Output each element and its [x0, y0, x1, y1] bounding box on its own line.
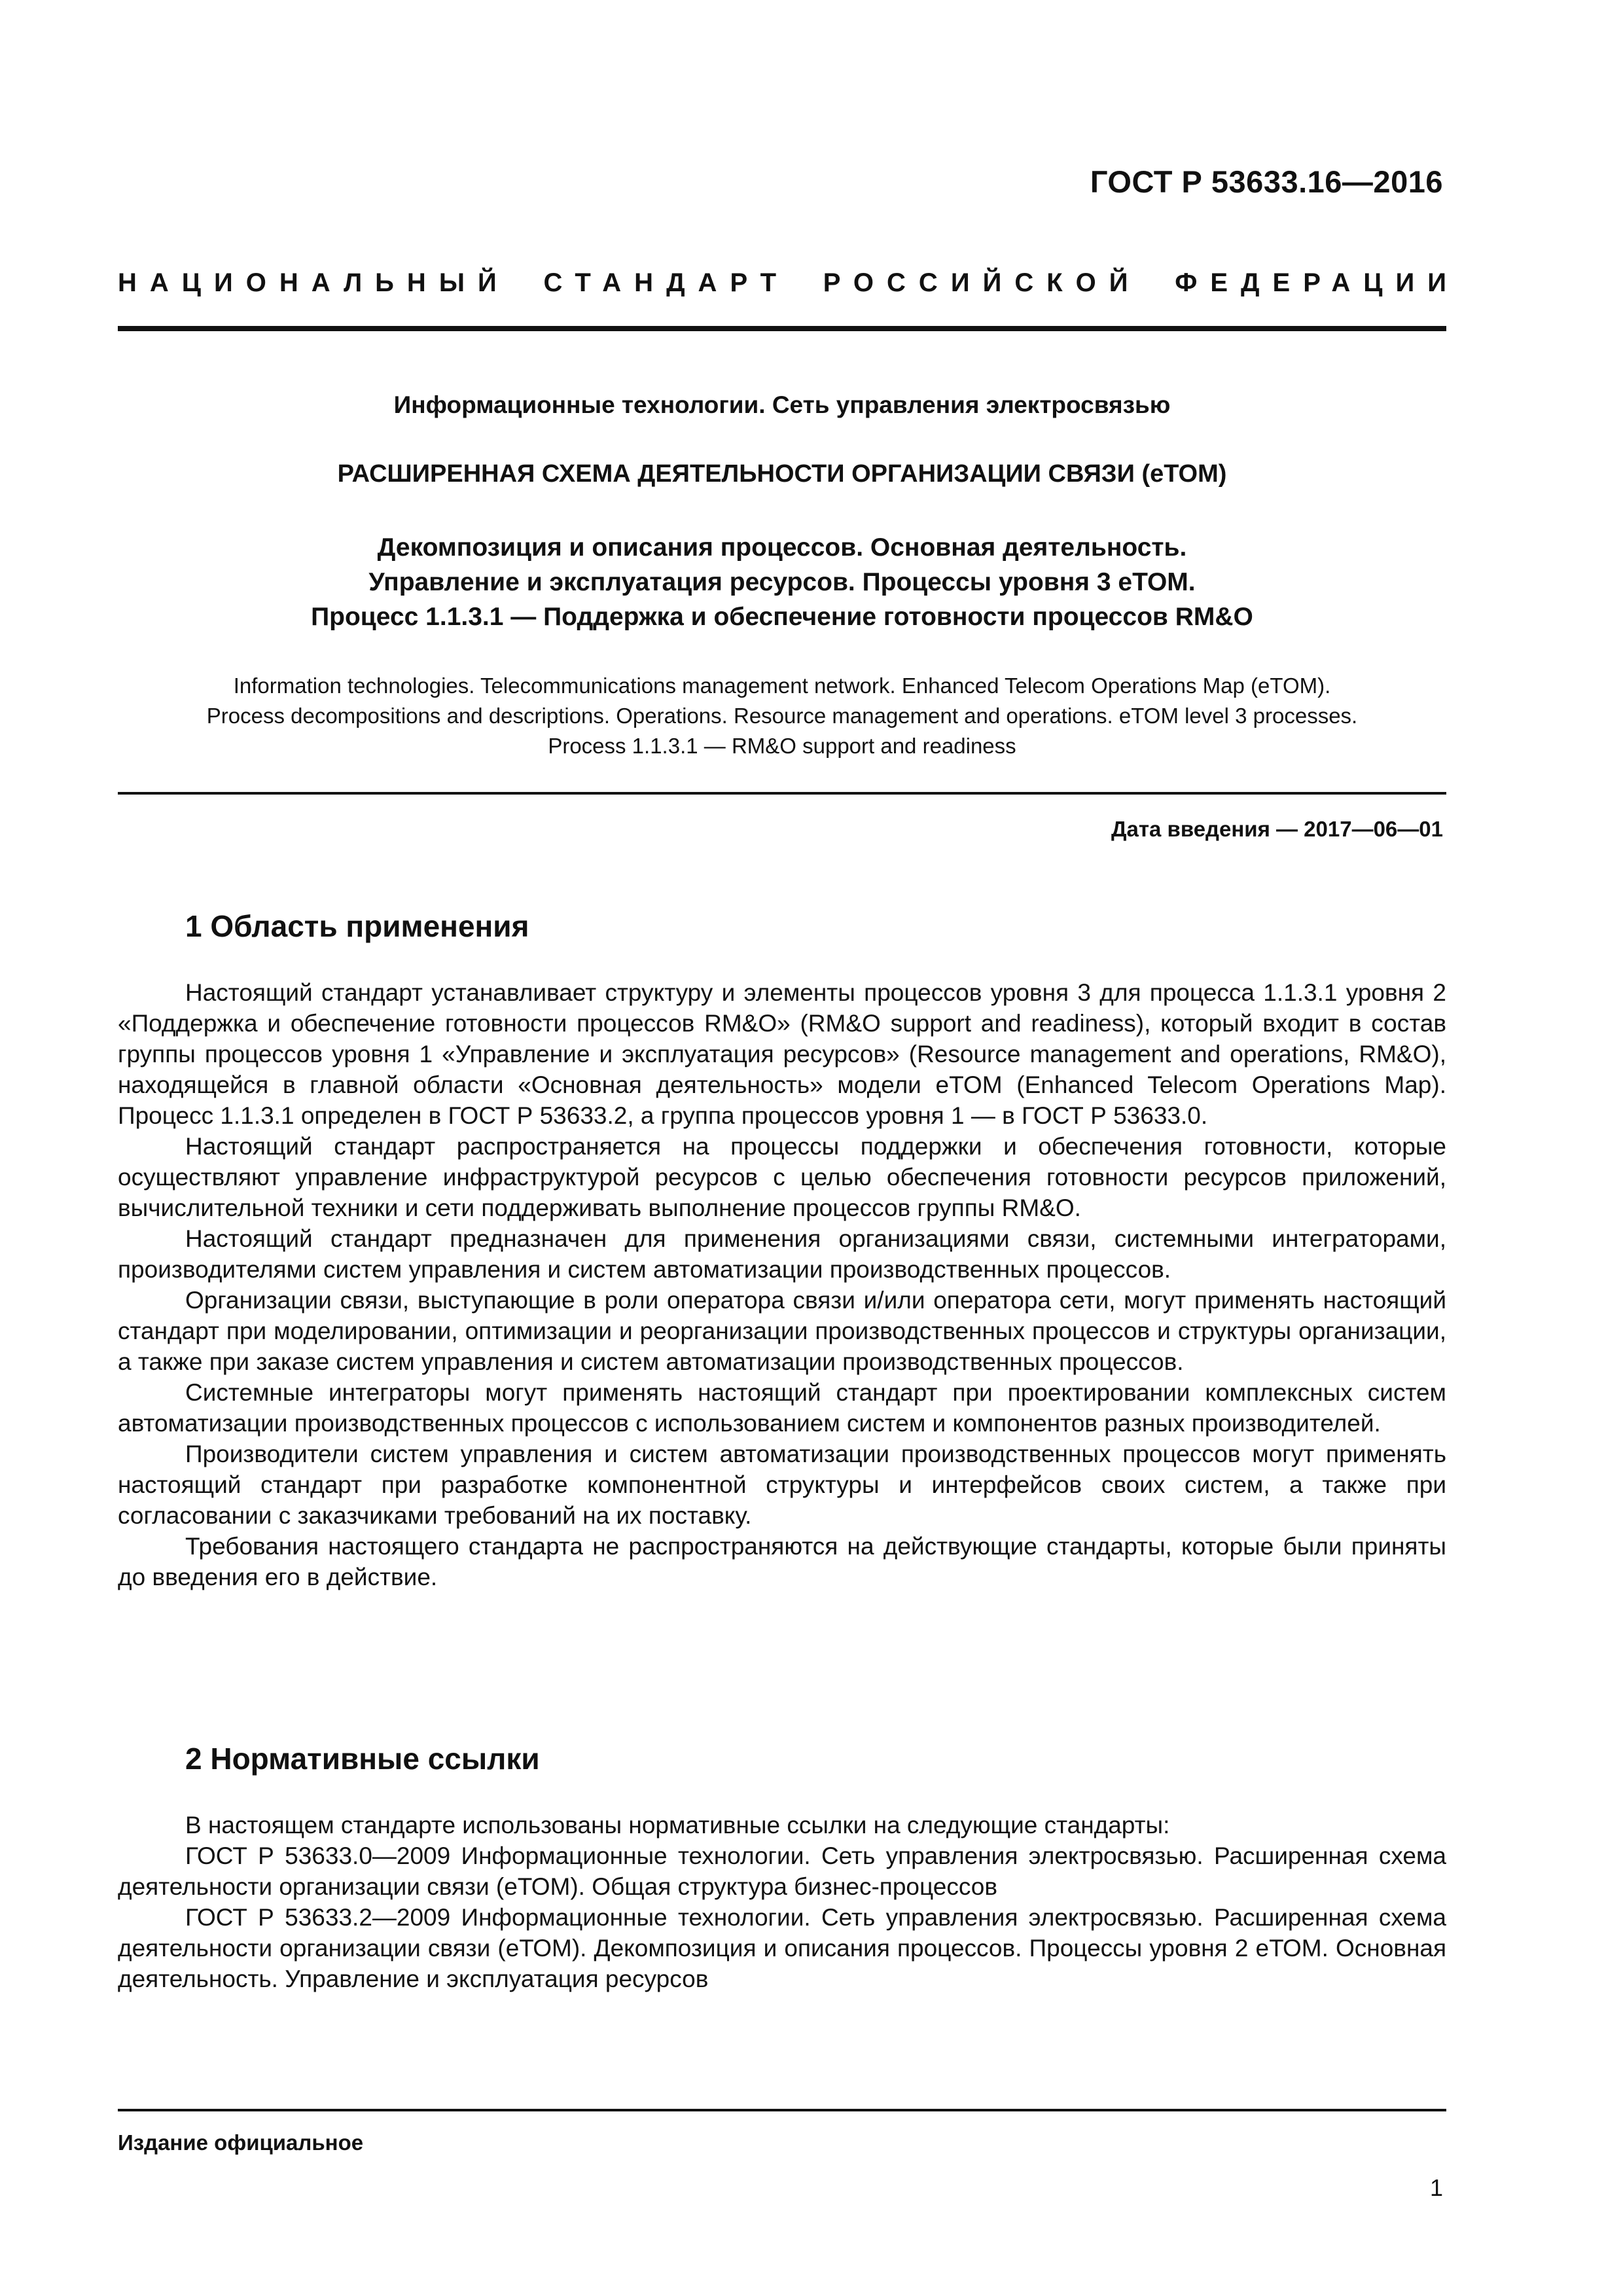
paragraph: Настоящий стандарт устанавливает структуру и элементы процессов уровня 3 для процесса 1.1.3.1 уровня 2 «Поддержка и обеспечение готовности процессов RM&O» (RM&O support and readiness), который входит в состав группы процессов уровня 1 «Управление и эксплуатация ресурсов» (Resource management and operations, RM&O), находящейся в главной области «Основная деятельность» модели eTOM (Enhanced Telecom Operations Map). Процесс 1.1.3.1 определен в ГОСТ Р 53633.2, а группа процессов уровня 1 — в ГОСТ Р 53633.0.	[118, 979, 1446, 1129]
section-1-body	[118, 977, 1446, 1592]
heading-word: РОССИЙСКОЙ	[823, 268, 1141, 297]
english-title-line: Information technologies. Telecommunications management network. Enhanced Telecom Operations Map (eTOM).	[233, 673, 1331, 698]
paragraph: Настоящий стандарт распространяется на процессы поддержки и обеспечения готовности, которые осуществляют управление инфраструктурой ресурсов с целью обеспечения готовности ресурсов приложений, вычислительной техники и сети поддерживать выполнение процессов группы RM&O.	[118, 1133, 1446, 1221]
paragraph: Требования настоящего стандарта не распространяются на действующие стандарты, которые были приняты до введения его в действие.	[118, 1533, 1446, 1590]
paragraph: Настоящий стандарт предназначен для применения организациями связи, системными интеграторами, производителями систем управления и систем автоматизации производственных процессов.	[118, 1225, 1446, 1283]
topic-title: Информационные технологии. Сеть управления электросвязью	[393, 391, 1171, 418]
footer-rule	[118, 2109, 1446, 2111]
main-title: РАСШИРЕННАЯ СХЕМА ДЕЯТЕЛЬНОСТИ ОРГАНИЗАЦИИ СВЯЗИ (еТОМ)	[337, 460, 1227, 488]
subtitle-line: Декомпозиция и описания процессов. Основная деятельность.	[377, 533, 1187, 562]
gost-number: ГОСТ Р 53633.16—2016	[1090, 164, 1443, 199]
heading-word: НАЦИОНАЛЬНЫЙ	[118, 268, 510, 297]
reference-item: ГОСТ Р 53633.2—2009 Информационные технологии. Сеть управления электросвязью. Расширенная схема деятельности организации связи (еТОМ). Декомпозиция и описания процессов. Процессы уровня 2 еТОМ. Основная деятельность. Управление и эксплуатация ресурсов	[118, 1904, 1446, 1992]
paragraph: Организации связи, выступающие в роли оператора связи и/или оператора сети, могут применять настоящий стандарт при моделировании, оптимизации и реорганизации производственных процессов и структуры организации, а также при заказе систем управления и систем автоматизации производственных процессов.	[118, 1287, 1446, 1375]
heading-word: ФЕДЕРАЦИИ	[1175, 268, 1459, 297]
reference-item: ГОСТ Р 53633.0—2009 Информационные технологии. Сеть управления электросвязью. Расширенная схема деятельности организации связи (еТОМ). Общая структура бизнес-процессов	[118, 1842, 1446, 1900]
paragraph: Системные интеграторы могут применять настоящий стандарт при проектировании комплексных систем автоматизации производственных процессов с использованием систем и компонентов разных производителей.	[118, 1379, 1446, 1437]
section-2-title: 2 Нормативные ссылки	[185, 1742, 540, 1776]
subtitle-line: Управление и эксплуатация ресурсов. Процессы уровня 3 еТОМ.	[368, 568, 1196, 596]
header-rule	[118, 326, 1446, 331]
introduction-date: Дата введения — 2017—06—01	[1111, 817, 1443, 841]
section-1-title: 1 Область применения	[185, 909, 529, 943]
section-2-body	[118, 1810, 1446, 1994]
english-title-line: Process decompositions and descriptions. Operations. Resource management and operations. eTOM level 3 processes.	[206, 704, 1358, 728]
subtitle-line: Процесс 1.1.3.1 — Поддержка и обеспечение готовности процессов RM&O	[311, 603, 1253, 631]
english-title-line: Process 1.1.3.1 — RM&O support and readiness	[548, 734, 1016, 758]
heading-word: СТАНДАРТ	[543, 268, 790, 297]
page-number: 1	[1429, 2174, 1443, 2201]
paragraph: Производители систем управления и систем автоматизации производственных процессов могут применять настоящий стандарт при разработке компонентной структуры и интерфейсов своих систем, а также при согласовании с заказчиками требований на их поставку.	[118, 1441, 1446, 1529]
national-standard-heading	[118, 268, 1459, 298]
paragraph: В настоящем стандарте использованы нормативные ссылки на следующие стандарты:	[185, 1812, 1170, 1839]
title-rule	[118, 792, 1446, 795]
edition-label: Издание официальное	[118, 2130, 364, 2155]
